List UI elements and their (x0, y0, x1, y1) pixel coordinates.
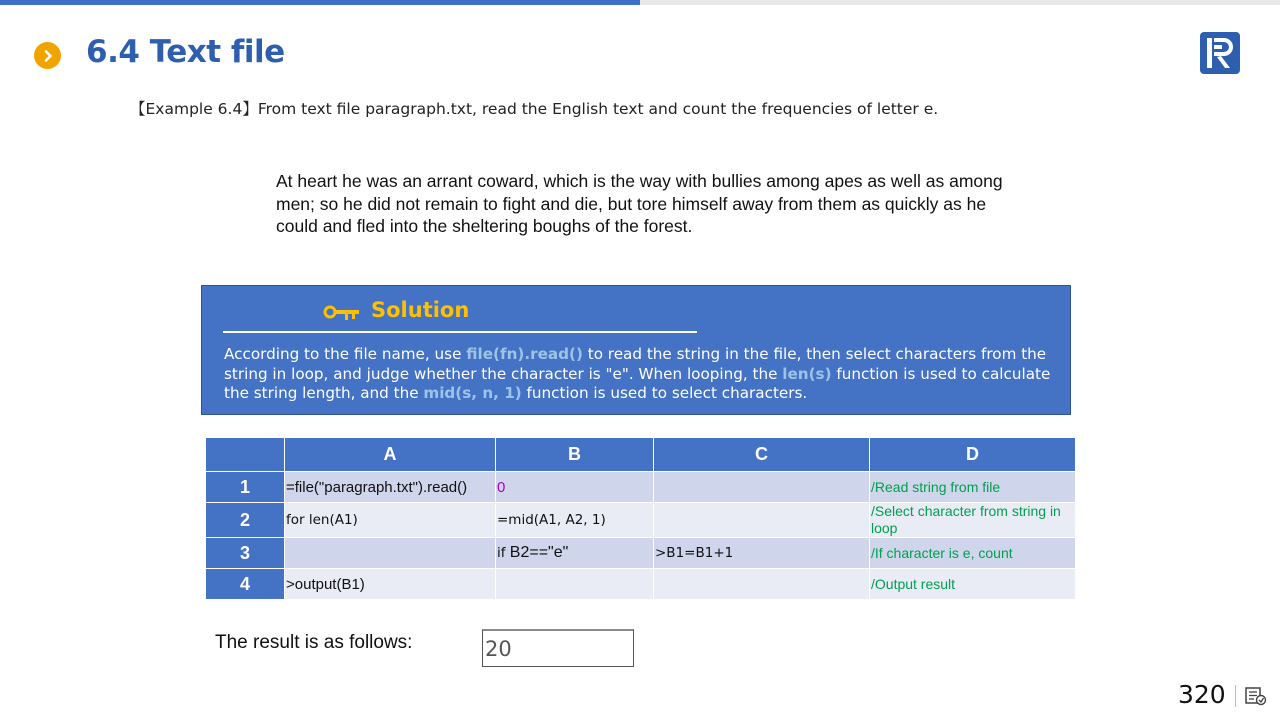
column-header-a: A (285, 438, 496, 472)
result-value: 20 (485, 637, 512, 661)
table-row (206, 472, 1076, 503)
cell-b2: =mid(A1, A2, 1) (496, 503, 654, 538)
function-len: len(s) (782, 364, 832, 383)
row-number: 1 (206, 472, 285, 503)
footer-divider (1235, 685, 1236, 707)
row-number: 3 (206, 538, 285, 569)
notes-view-icon[interactable] (1245, 686, 1267, 706)
cell-a3 (285, 538, 496, 569)
cell-a4: >output(B1) (285, 569, 496, 600)
solution-text-1: According to the file name, use (224, 345, 467, 363)
result-label: The result is as follows: (215, 632, 413, 653)
row-number: 4 (206, 569, 285, 600)
key-icon (323, 304, 361, 322)
page-number: 320 (1178, 680, 1226, 709)
solution-divider (223, 331, 697, 333)
code-grid (205, 437, 1076, 600)
column-header-d: D (870, 438, 1076, 472)
brand-logo-icon (1199, 31, 1241, 75)
cell-b4 (496, 569, 654, 600)
table-row (206, 569, 1076, 600)
cell-d4: /Output result (870, 569, 1076, 600)
example-statement: 【Example 6.4】From text file paragraph.txt, read the English text and count the frequencies of letter e. (130, 100, 939, 118)
top-accent-bar (0, 0, 640, 5)
cell-d3: /If character is e, count (870, 538, 1076, 569)
solution-description (224, 345, 1054, 404)
cell-d1: /Read string from file (870, 472, 1076, 503)
cell-b3 (496, 538, 654, 569)
cell-d2: /Select character from string in loop (870, 503, 1076, 538)
table-row (206, 538, 1076, 569)
row-number: 2 (206, 503, 285, 538)
cell-b1: 0 (496, 472, 654, 503)
solution-text-2: to read the string in the file, then select characters from the string in loop, and judge whether the character is "e". When looping, the (224, 345, 1047, 383)
cell-a2: for len(A1) (285, 503, 496, 538)
function-file-read: file(fn).read() (466, 345, 583, 363)
top-accent-bar-light (640, 0, 1280, 5)
solution-panel (201, 285, 1071, 415)
page-title: 6.4 Text file (86, 34, 285, 70)
solution-text-4: function is used to select characters. (521, 384, 808, 402)
cell-b3-keyword: if (497, 545, 510, 561)
cell-a1: =file("paragraph.txt").read() (285, 472, 496, 503)
grid-corner (206, 438, 285, 472)
function-mid: mid(s, n, 1) (423, 384, 522, 402)
cell-c3: >B1=B1+1 (654, 538, 870, 569)
solution-text-3: function is used to calculate the string length, and the (224, 364, 1051, 402)
cell-b3-condition: B2=="e" (509, 544, 569, 561)
cell-c1 (654, 472, 870, 503)
chevron-right-icon (34, 42, 61, 69)
column-header-c: C (654, 438, 870, 472)
result-output-box (482, 629, 634, 667)
cell-c2 (654, 503, 870, 538)
cell-c4 (654, 569, 870, 600)
passage-text: At heart he was an arrant coward, which is the way with bullies among apes as well as among men; so he did not remain to fight and die, but tore himself away from them as quickly as he could and fled into the sheltering boughs of the forest. (276, 171, 1003, 236)
solution-title: Solution (371, 298, 470, 322)
column-header-b: B (496, 438, 654, 472)
table-row (206, 503, 1076, 538)
